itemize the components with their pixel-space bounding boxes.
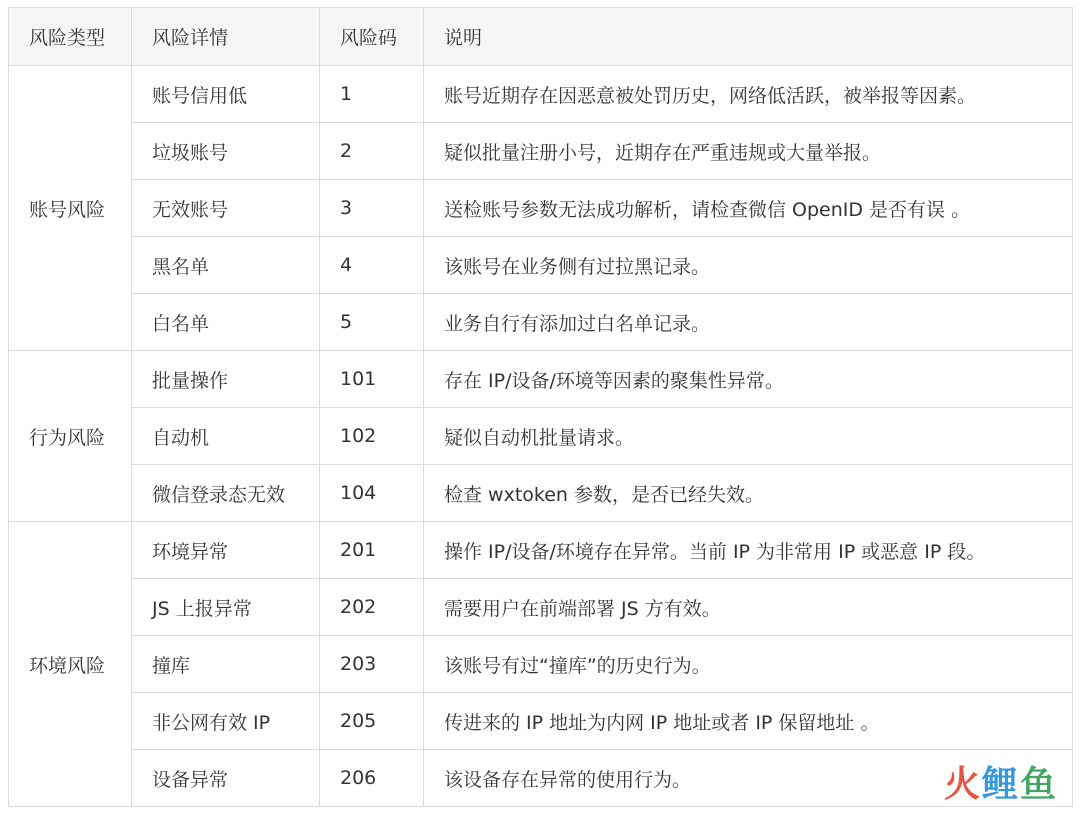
risk-detail-cell: 环境异常 — [132, 522, 320, 579]
risk-detail-cell: 自动机 — [132, 408, 320, 465]
risk-detail-cell: 账号信用低 — [132, 66, 320, 123]
watermark-char-fire: 火 — [943, 764, 980, 805]
risk-type-cell: 行为风险 — [9, 351, 132, 522]
description-cell: 需要用户在前端部署 JS 方有效。 — [424, 579, 1073, 636]
risk-detail-cell: 非公网有效 IP — [132, 693, 320, 750]
risk-code-cell: 3 — [320, 180, 424, 237]
table-row — [9, 294, 1073, 351]
table-row — [9, 351, 1073, 408]
table-row — [9, 693, 1073, 750]
watermark-char-fish: 鱼 — [1019, 764, 1056, 805]
description-cell: 该账号在业务侧有过拉黑记录。 — [424, 237, 1073, 294]
risk-code-cell: 201 — [320, 522, 424, 579]
watermark-logo — [944, 765, 1056, 805]
risk-detail-cell: 批量操作 — [132, 351, 320, 408]
table-row — [9, 750, 1073, 807]
risk-detail-cell: 微信登录态无效 — [132, 465, 320, 522]
table-row — [9, 579, 1073, 636]
table-row — [9, 237, 1073, 294]
description-cell: 业务自行有添加过白名单记录。 — [424, 294, 1073, 351]
table-row — [9, 408, 1073, 465]
description-cell: 检查 wxtoken 参数，是否已经失效。 — [424, 465, 1073, 522]
table-row — [9, 465, 1073, 522]
risk-code-cell: 101 — [320, 351, 424, 408]
risk-code-cell: 1 — [320, 66, 424, 123]
table-row — [9, 66, 1073, 123]
watermark-char-carp: 鲤 — [981, 764, 1018, 805]
table-row — [9, 180, 1073, 237]
header-risk-type: 风险类型 — [9, 8, 132, 66]
risk-type-cell: 账号风险 — [9, 66, 132, 351]
description-cell: 疑似批量注册小号，近期存在严重违规或大量举报。 — [424, 123, 1073, 180]
risk-code-cell: 203 — [320, 636, 424, 693]
description-cell: 该账号有过“撞库”的历史行为。 — [424, 636, 1073, 693]
risk-table — [8, 7, 1073, 807]
header-risk-code: 风险码 — [320, 8, 424, 66]
table-row — [9, 636, 1073, 693]
risk-detail-cell: 设备异常 — [132, 750, 320, 807]
risk-detail-cell: 白名单 — [132, 294, 320, 351]
description-cell: 账号近期存在因恶意被处罚历史，网络低活跃，被举报等因素。 — [424, 66, 1073, 123]
risk-detail-cell: 垃圾账号 — [132, 123, 320, 180]
risk-detail-cell: 黑名单 — [132, 237, 320, 294]
description-cell: 传进来的 IP 地址为内网 IP 地址或者 IP 保留地址 。 — [424, 693, 1073, 750]
risk-type-cell: 环境风险 — [9, 522, 132, 807]
description-cell: 存在 IP/设备/环境等因素的聚集性异常。 — [424, 351, 1073, 408]
risk-code-cell: 102 — [320, 408, 424, 465]
risk-detail-cell: 撞库 — [132, 636, 320, 693]
risk-code-cell: 5 — [320, 294, 424, 351]
risk-code-cell: 104 — [320, 465, 424, 522]
table-row — [9, 123, 1073, 180]
risk-code-cell: 202 — [320, 579, 424, 636]
risk-code-cell: 4 — [320, 237, 424, 294]
table-row — [9, 522, 1073, 579]
risk-detail-cell: JS 上报异常 — [132, 579, 320, 636]
header-description: 说明 — [424, 8, 1073, 66]
description-cell: 送检账号参数无法成功解析，请检查微信 OpenID 是否有误 。 — [424, 180, 1073, 237]
description-cell: 该设备存在异常的使用行为。 — [424, 750, 1073, 807]
description-cell: 操作 IP/设备/环境存在异常。当前 IP 为非常用 IP 或恶意 IP 段。 — [424, 522, 1073, 579]
header-risk-detail: 风险详情 — [132, 8, 320, 66]
table-header-row — [9, 8, 1073, 66]
risk-code-cell: 206 — [320, 750, 424, 807]
risk-code-cell: 205 — [320, 693, 424, 750]
description-cell: 疑似自动机批量请求。 — [424, 408, 1073, 465]
risk-code-cell: 2 — [320, 123, 424, 180]
risk-detail-cell: 无效账号 — [132, 180, 320, 237]
